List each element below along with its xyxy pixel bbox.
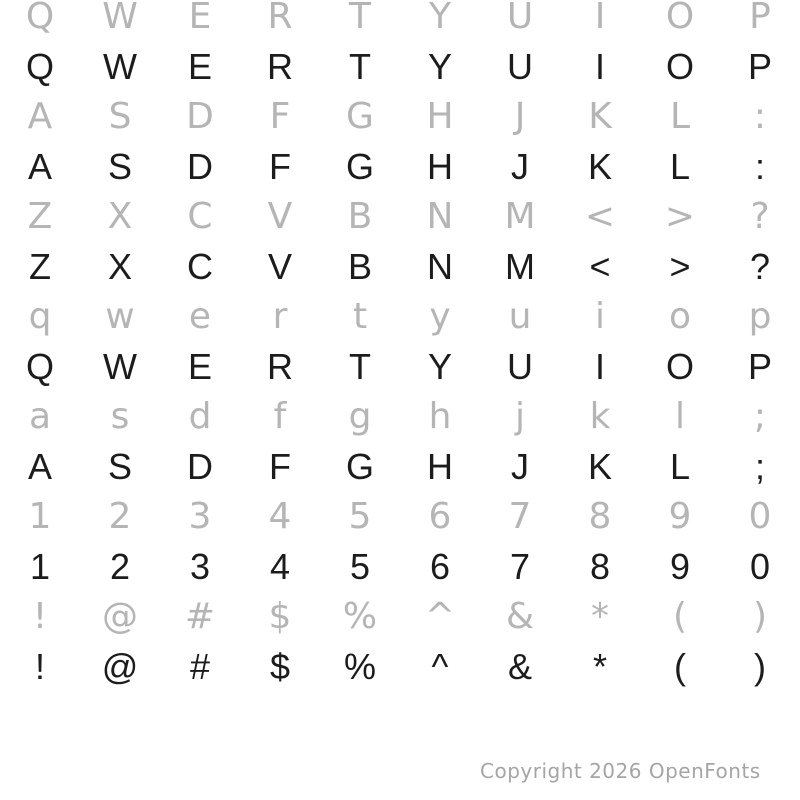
glyph-cell: 3 — [189, 546, 211, 587]
glyph-cell: G — [345, 446, 374, 487]
glyph-cell: % — [343, 646, 376, 687]
glyph-cell: S — [107, 146, 132, 187]
specimen-row-3-reference — [0, 92, 800, 142]
glyph-cell: 5 — [348, 496, 372, 537]
glyph-cell: 4 — [268, 496, 292, 537]
glyph-cell: P — [749, 0, 771, 37]
glyph-cell: 4 — [269, 546, 291, 587]
glyph-cell: T — [349, 46, 371, 87]
glyph-cell: ! — [34, 646, 45, 687]
glyph-cell: D — [186, 96, 214, 137]
specimen-row-7-reference — [0, 292, 800, 342]
glyph-cell: B — [347, 246, 372, 287]
glyph-cell: # — [184, 596, 216, 637]
glyph-cell: O — [665, 346, 694, 387]
glyph-cell: o — [668, 296, 692, 337]
glyph-cell: d — [188, 396, 212, 437]
glyph-cell: A — [27, 96, 53, 137]
glyph-cell: P — [747, 346, 772, 387]
glyph-cell: 8 — [589, 546, 611, 587]
glyph-cell: F — [269, 446, 291, 487]
glyph-cell: 6 — [429, 546, 451, 587]
glyph-cell: a — [28, 396, 52, 437]
glyph-cell: Y — [427, 346, 452, 387]
glyph-cell: C — [187, 196, 213, 237]
glyph-cell: W — [102, 0, 138, 37]
glyph-cell: Y — [427, 46, 452, 87]
glyph-cell: : — [754, 146, 765, 187]
glyph-cell: ; — [753, 396, 767, 437]
glyph-cell: U — [506, 0, 534, 37]
glyph-cell: K — [588, 96, 612, 137]
copyright-text: Copyright 2026 OpenFonts — [480, 759, 761, 783]
glyph-cell: Q — [25, 46, 54, 87]
glyph-cell: 1 — [28, 496, 52, 537]
glyph-cell: L — [669, 96, 691, 137]
glyph-cell: F — [269, 146, 291, 187]
glyph-cell: ) — [752, 596, 768, 637]
glyph-cell: L — [669, 446, 691, 487]
glyph-cell: X — [107, 246, 132, 287]
glyph-cell: E — [188, 0, 212, 37]
glyph-cell: > — [664, 196, 696, 237]
glyph-cell: N — [426, 196, 454, 237]
glyph-cell: Q — [25, 0, 55, 37]
glyph-cell: K — [587, 446, 612, 487]
glyph-cell: T — [349, 0, 371, 37]
glyph-cell: > — [669, 246, 691, 287]
specimen-row-8-target — [0, 342, 800, 392]
glyph-cell: # — [189, 646, 211, 687]
glyph-cell: M — [504, 196, 536, 237]
glyph-cell: 0 — [748, 496, 772, 537]
specimen-row-2-target — [0, 42, 800, 92]
glyph-cell: ) — [754, 646, 766, 687]
glyph-cell: B — [347, 196, 373, 237]
glyph-cell: 8 — [588, 496, 612, 537]
glyph-cell: k — [589, 396, 611, 437]
glyph-cell: N — [427, 246, 453, 287]
glyph-cell: T — [349, 346, 371, 387]
glyph-cell: & — [507, 646, 532, 687]
glyph-cell: A — [27, 146, 52, 187]
glyph-cell: P — [747, 46, 772, 87]
glyph-cell: R — [267, 0, 293, 37]
glyph-cell: H — [427, 146, 453, 187]
glyph-cell: r — [272, 296, 288, 337]
glyph-cell: q — [28, 296, 52, 337]
glyph-cell: 2 — [108, 496, 132, 537]
glyph-cell: C — [187, 246, 213, 287]
glyph-cell: E — [187, 46, 212, 87]
glyph-cell: J — [511, 146, 529, 187]
glyph-cell: D — [187, 446, 213, 487]
glyph-cell: 9 — [669, 546, 691, 587]
glyph-cell: t — [352, 296, 368, 337]
glyph-cell: M — [505, 246, 535, 287]
glyph-cell: 7 — [509, 546, 531, 587]
glyph-cell: i — [594, 296, 605, 337]
glyph-cell: ^ — [424, 596, 456, 637]
specimen-row-1-reference — [0, 0, 800, 42]
glyph-cell: Y — [429, 0, 451, 37]
glyph-cell: R — [267, 46, 293, 87]
glyph-cell: p — [748, 296, 772, 337]
glyph-cell: O — [665, 0, 695, 37]
glyph-cell: 6 — [428, 496, 452, 537]
glyph-cell: S — [107, 446, 132, 487]
glyph-cell: : — [753, 96, 767, 137]
glyph-cell: I — [594, 46, 605, 87]
glyph-cell: f — [273, 396, 287, 437]
glyph-cell: & — [505, 596, 535, 637]
glyph-cell: W — [103, 346, 137, 387]
glyph-cell: L — [669, 146, 691, 187]
glyph-cell: y — [429, 296, 451, 337]
specimen-row-4-target — [0, 142, 800, 192]
glyph-cell: ( — [672, 596, 688, 637]
specimen-row-9-reference — [0, 392, 800, 442]
glyph-cell: 9 — [668, 496, 692, 537]
glyph-cell: G — [346, 96, 374, 137]
glyph-cell: $ — [268, 596, 292, 637]
glyph-cell: F — [269, 96, 291, 137]
glyph-cell: ; — [754, 446, 765, 487]
glyph-cell: Z — [29, 246, 51, 287]
glyph-cell: O — [665, 46, 694, 87]
glyph-cell: * — [591, 596, 609, 637]
glyph-cell: u — [508, 296, 532, 337]
glyph-cell: 5 — [349, 546, 371, 587]
glyph-cell: 2 — [109, 546, 131, 587]
glyph-cell: G — [345, 146, 374, 187]
glyph-cell: 0 — [749, 546, 771, 587]
glyph-cell: ^ — [431, 646, 449, 687]
specimen-row-10-target — [0, 442, 800, 492]
glyph-cell: A — [27, 446, 52, 487]
glyph-cell: * — [592, 646, 607, 687]
glyph-cell: ( — [674, 646, 686, 687]
glyph-cell: % — [342, 596, 378, 637]
glyph-cell: 7 — [508, 496, 532, 537]
glyph-cell: S — [108, 96, 132, 137]
glyph-cell: E — [187, 346, 212, 387]
glyph-cell: < — [584, 196, 616, 237]
glyph-cell: J — [511, 446, 529, 487]
glyph-cell: U — [507, 46, 533, 87]
specimen-row-6-target — [0, 242, 800, 292]
glyph-cell: l — [674, 396, 685, 437]
glyph-cell: Q — [25, 346, 54, 387]
glyph-cell: e — [188, 296, 212, 337]
glyph-cell: 1 — [29, 546, 51, 587]
glyph-cell: I — [594, 0, 606, 37]
glyph-cell: j — [514, 396, 525, 437]
glyph-cell: s — [110, 396, 130, 437]
glyph-cell: ? — [750, 196, 770, 237]
glyph-cell: R — [267, 346, 293, 387]
glyph-cell: @ — [101, 646, 139, 687]
glyph-cell: D — [187, 146, 213, 187]
glyph-cell: @ — [102, 596, 138, 637]
specimen-row-5-reference — [0, 192, 800, 242]
glyph-cell: V — [267, 196, 293, 237]
glyph-cell: I — [594, 346, 605, 387]
glyph-cell: Z — [27, 196, 53, 237]
glyph-cell: $ — [269, 646, 291, 687]
specimen-row-14-target — [0, 642, 800, 692]
glyph-cell: w — [105, 296, 135, 337]
glyph-cell: W — [103, 46, 137, 87]
glyph-cell: J — [514, 96, 526, 137]
glyph-cell: V — [267, 246, 292, 287]
glyph-cell: 3 — [188, 496, 212, 537]
glyph-cell: H — [427, 446, 453, 487]
specimen-row-12-target — [0, 542, 800, 592]
glyph-cell: h — [428, 396, 452, 437]
glyph-cell: g — [348, 396, 372, 437]
glyph-cell: K — [587, 146, 612, 187]
specimen-row-11-reference — [0, 492, 800, 542]
specimen-row-13-reference — [0, 592, 800, 642]
glyph-cell: ! — [32, 596, 48, 637]
glyph-cell: < — [589, 246, 611, 287]
glyph-cell: X — [107, 196, 133, 237]
glyph-cell: U — [507, 346, 533, 387]
glyph-cell: H — [426, 96, 454, 137]
glyph-cell: ? — [749, 246, 771, 287]
